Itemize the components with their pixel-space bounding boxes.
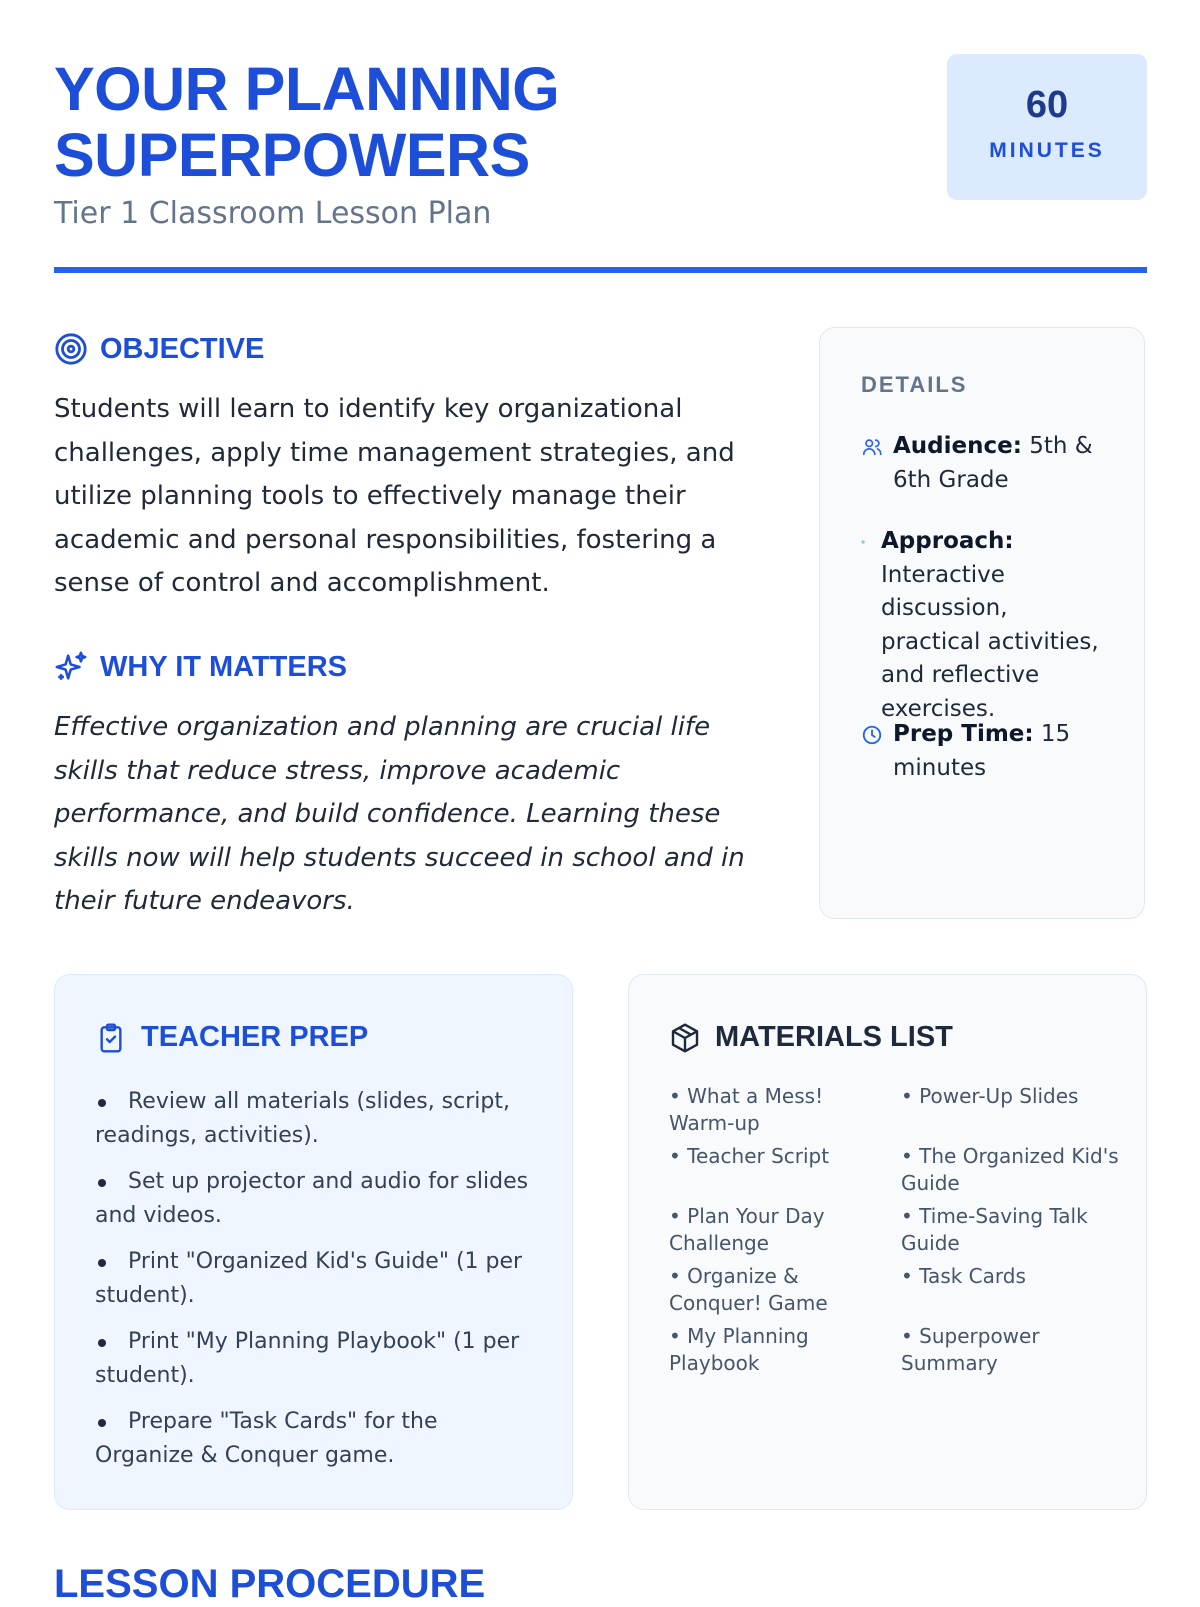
- list-item: • Plan Your Day Challenge: [669, 1204, 825, 1255]
- list-item: Set up projector and audio for slides and videos.: [95, 1165, 535, 1232]
- duration-value: 60: [1025, 84, 1069, 126]
- objective-heading-label: OBJECTIVE: [100, 332, 265, 365]
- list-item: • Task Cards: [901, 1264, 1026, 1288]
- list-item: • Teacher Script: [669, 1144, 830, 1168]
- materials-grid: [669, 1083, 1119, 1383]
- page-title: [54, 56, 559, 188]
- list-item: • The Organized Kid's Guide: [901, 1144, 1119, 1195]
- why-heading: [54, 650, 347, 684]
- teacher-prep-list: [95, 1085, 535, 1485]
- procedure-heading: LESSON PROCEDURE: [54, 1562, 486, 1606]
- approach-value: Interactive discussion, practical activities, and reflective exercises.: [881, 561, 1099, 722]
- details-card: [819, 327, 1145, 919]
- list-item: • What a Mess! Warm-up: [669, 1084, 824, 1135]
- clipboard-check-icon: [95, 1022, 127, 1054]
- objective-text: Students will learn to identify key organizational challenges, apply time management strategies, and utilize planning tools to effectively manage their academic and personal responsibilities, fostering a sense of control and accomplishment.: [54, 394, 735, 598]
- why-heading-label: WHY IT MATTERS: [100, 650, 348, 683]
- teacher-prep-card: [54, 974, 573, 1510]
- prep-time-label: Prep Time:: [893, 721, 1034, 747]
- why-text: Effective organization and planning are crucial life skills that reduce stress, improve academic performance, and build confidence. Learning these skills now will help students succeed in school and in their future endeavors.: [54, 712, 745, 916]
- box-icon: [669, 1022, 701, 1054]
- page-subtitle: Tier 1 Classroom Lesson Plan: [54, 196, 492, 231]
- dot-icon: [861, 531, 871, 553]
- sparkles-icon: [54, 650, 88, 684]
- list-item: Prepare "Task Cards" for the Organize & Conquer game.: [95, 1405, 535, 1472]
- objective-heading: [54, 332, 264, 366]
- clock-icon: [861, 724, 883, 746]
- audience-label: Audience:: [893, 433, 1022, 459]
- detail-audience: [861, 430, 1106, 497]
- teacher-prep-heading-label: TEACHER PREP: [141, 1021, 369, 1053]
- list-item: Print "My Planning Playbook" (1 per student).: [95, 1325, 535, 1392]
- duration-unit: MINUTES: [989, 139, 1105, 162]
- target-icon: [54, 332, 88, 366]
- list-item: • Time-Saving Talk Guide: [901, 1204, 1088, 1255]
- list-item: Print "Organized Kid's Guide" (1 per student).: [95, 1245, 535, 1312]
- list-item: • Superpower Summary: [901, 1324, 1040, 1375]
- list-item: Review all materials (slides, script, readings, activities).: [95, 1085, 535, 1152]
- details-heading: DETAILS: [861, 372, 968, 397]
- approach-label: Approach:: [881, 528, 1014, 554]
- audience-value: 5th & 6th Grade: [893, 433, 1093, 493]
- lesson-plan-page: [54, 0, 1147, 1606]
- materials-heading: [669, 1021, 953, 1054]
- title-line-1: YOUR PLANNING: [54, 55, 560, 123]
- materials-card: [628, 974, 1147, 1510]
- detail-approach: [861, 525, 1106, 726]
- materials-heading-label: MATERIALS LIST: [715, 1021, 953, 1053]
- title-line-2: SUPERPOWERS: [54, 121, 530, 189]
- detail-prep-time: [861, 718, 1106, 785]
- prep-time-value: 15 minutes: [893, 721, 1071, 781]
- list-item: • Organize & Conquer! Game: [669, 1264, 828, 1315]
- header-divider: [54, 267, 1147, 273]
- list-item: • Power-Up Slides: [901, 1084, 1079, 1108]
- teacher-prep-heading: [95, 1021, 368, 1054]
- list-item: • My Planning Playbook: [669, 1324, 809, 1375]
- duration-badge: [947, 54, 1147, 200]
- users-icon: [861, 436, 883, 458]
